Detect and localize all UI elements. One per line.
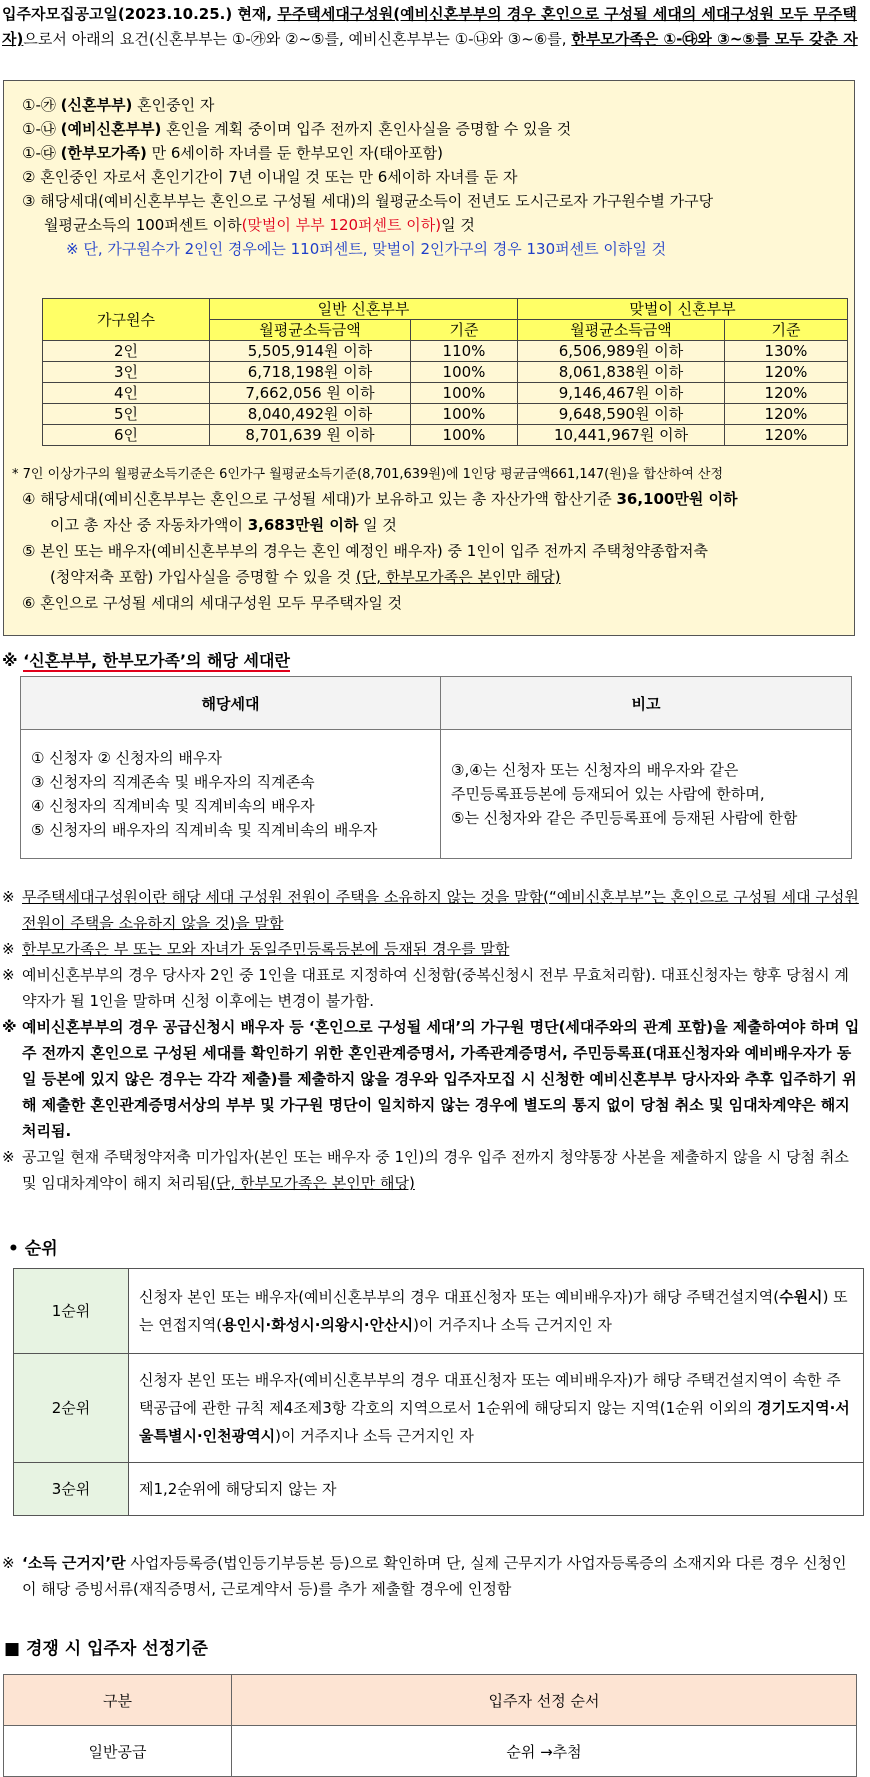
- rank-table: [13, 1268, 864, 1516]
- rank-1-label: 1순위: [14, 1269, 129, 1354]
- col-remarks: 비고: [441, 677, 852, 730]
- household-table: [20, 676, 852, 859]
- col-dual: 맞벌이 신혼부부: [518, 299, 848, 320]
- req-assets-1: ④ 해당세대(예비신혼부부는 혼인으로 구성될 세대)가 보유하고 있는 총 자산가액 합산기준 36,100만원 이하: [22, 490, 738, 508]
- rank-2-label: 2순위: [14, 1354, 129, 1463]
- table-row: 6인 8,701,639 원 이하 100% 10,441,967원 이하 120%: [43, 425, 848, 446]
- req-prospective: ①-㉯ (예비신혼부부) 혼인을 계획 중이며 입주 전까지 혼인사실을 증명할 수 있을 것: [22, 120, 572, 138]
- competition-title: ■ 경쟁 시 입주자 선정기준: [4, 1639, 208, 1659]
- req-income-1: ③ 해당세대(예비신혼부부는 혼인으로 구성될 세대)의 월평균소득이 전년도 도시근로자 가구원수별 가구당: [22, 192, 714, 210]
- intro-single-parent: 한부모가족은 ①-㉰와 ③~⑤를 모두 갖춘 자: [571, 30, 858, 48]
- note-homeless: ※ 무주택세대구성원이란 해당 세대 구성원 전원이 주택을 소유하지 않는 것을 말함(“예비신혼부부”는 혼인으로 구성될 세대 구성원 전원이 주택을 소유하지 않을 것)을 말함: [2, 888, 859, 932]
- col-dual-std: 기준: [725, 320, 848, 341]
- intro-date: 입주자모집공고일(2023.10.25.) 현재,: [2, 5, 278, 23]
- supply-type: 일반공급: [4, 1726, 232, 1777]
- col-general-std: 기준: [411, 320, 518, 341]
- household-section-title: ※ ‘신혼부부, 한부모가족’의 해당 세대란: [2, 651, 290, 670]
- eligibility-intro: [2, 2, 862, 52]
- col-general: 일반 신혼부부: [210, 299, 518, 320]
- intro-conditions: 으로서 아래의 요건(신혼부부는 ①-㉮와 ②~⑤를, 예비신혼부부는 ①-㉯와 ③~⑥를,: [23, 30, 572, 48]
- req-newlywed: ①-㉮ (신혼부부) 혼인중인 자: [22, 96, 215, 114]
- col-household: 해당세대: [21, 677, 441, 730]
- notes-list: [2, 884, 860, 1196]
- selection-order: 순위 →추첨: [232, 1726, 857, 1777]
- col-members: 가구원수: [43, 299, 210, 341]
- income-standard-table: [42, 298, 848, 446]
- rank-3-label: 3순위: [14, 1463, 129, 1516]
- table-row: [14, 1269, 864, 1354]
- table-row: [14, 1354, 864, 1463]
- competition-table: [3, 1674, 857, 1777]
- col-general-income: 월평균소득금액: [210, 320, 411, 341]
- rank-1-text: 신청자 본인 또는 배우자(예비신혼부부의 경우 대표신청자 또는 예비배우자)가 해당 주택건설지역(수원시) 또는 연접지역(용인시·화성시·의왕시·안산시)이 거주지나 소득 근거지인 자: [129, 1269, 864, 1354]
- household-items: ① 신청자 ② 신청자의 배우자 ③ 신청자의 직계존속 및 배우자의 직계존속 ④ 신청자의 직계비속 및 직계비속의 배우자 ⑤ 신청자의 배우자의 직계비속 및 직계비속의 배우자: [21, 730, 441, 859]
- note-savings: ※ 공고일 현재 주택청약저축 미가입자(본인 또는 배우자 중 1인)의 경우 입주 전까지 청약통장 사본을 제출하지 않을 시 당첨 취소 및 임대차계약이 해지 처리됨(단, 한부모가족은 본인만 해당): [2, 1148, 849, 1192]
- col-type: 구분: [4, 1675, 232, 1726]
- table-row: 3인 6,718,198원 이하 100% 8,061,838원 이하 120%: [43, 362, 848, 383]
- income-base-note: ※ ‘소득 근거지’란 사업자등록증(법인등기부등본 등)으로 확인하며 단, 실제 근무지가 사업자등록증의 소재지와 다른 경우 신청인이 해당 증빙서류(재직증명서, 근로계약서 등)를 추가 제출할 경우에 인정함: [2, 1554, 847, 1598]
- req-single-parent: ①-㉰ (한부모가족) 만 6세이하 자녀를 둔 한부모인 자(태아포함): [22, 144, 444, 162]
- req-marriage-period: ② 혼인중인 자로서 혼인기간이 7년 이내일 것 또는 만 6세이하 자녀를 둔 자: [22, 168, 518, 186]
- req-savings-1: ⑤ 본인 또는 배우자(예비신혼부부의 경우는 혼인 예정인 배우자) 중 1인이 입주 전까지 주택청약종합저축: [22, 542, 709, 560]
- col-order: 입주자 선정 순서: [232, 1675, 857, 1726]
- note-single-parent: ※ 한부모가족은 부 또는 모와 자녀가 동일주민등록등본에 등재된 경우를 말함: [2, 940, 510, 958]
- table-row: [4, 1726, 857, 1777]
- table-row: 2인 5,505,914원 이하 110% 6,506,989원 이하 130%: [43, 341, 848, 362]
- req-savings-2: (청약저축 포함) 가입사실을 증명할 수 있을 것 (단, 한부모가족은 본인만 해당): [50, 568, 561, 586]
- req-homeless-household: ⑥ 혼인으로 구성될 세대의 세대구성원 모두 무주택자일 것: [22, 594, 403, 612]
- seven-member-note: * 7인 이상가구의 월평균소득기준은 6인가구 월평균소득기준(8,701,639원)에 1인당 평균금액661,147(원)을 합산하여 산정: [12, 467, 724, 482]
- intro-homeless: 무주택세대구성원(예비신혼부부의 경우 혼인으로 구성될 세대의 세대구성원 모두 무주택자): [2, 5, 857, 48]
- note-documents: ※ 예비신혼부부의 경우 공급신청시 배우자 등 ‘혼인으로 구성될 세대’의 가구원 명단(세대주와의 관계 포함)을 제출하여야 하며 입주 전까지 혼인으로 구성된 세대를 확인하기 위한 혼인관계증명서, 가족관계증명서, 주민등록표(대표신청자와 예비배우자가 동일 등본에 있지 않은 경우는 각각 제출)를 제출하지 않을 경우와 입주자모집 시 신청한 예비신혼부부 당사자와 추후 입주하기 위해 제출한 혼인관계증명서상의 부부 및 가구원 명단이 일치하지 않는 경우에 별도의 통지 없이 당첨 취소 및 임대차계약은 해지 처리됨.: [2, 1018, 860, 1140]
- req-income-2: 월평균소득의 100퍼센트 이하(맞벌이 부부 120퍼센트 이하)일 것: [44, 216, 475, 234]
- req-assets-2: 이고 총 자산 중 자동차가액이 3,683만원 이하 일 것: [50, 516, 397, 534]
- table-row: [14, 1463, 864, 1516]
- requirements-box: [3, 80, 855, 636]
- rank-title: • 순위: [8, 1239, 58, 1259]
- rank-2-text: 신청자 본인 또는 배우자(예비신혼부부의 경우 대표신청자 또는 예비배우자)가 해당 주택건설지역이 속한 주택공급에 관한 규칙 제4조제3항 각호의 지역으로서 1순위에 해당되지 않는 지역(1순위 이외의 경기도지역·서울특별시·인천광역시)이 거주지나 소득 근거지인 자: [129, 1354, 864, 1463]
- rank-3-text: 제1,2순위에 해당되지 않는 자: [129, 1463, 864, 1516]
- household-remarks: ③,④는 신청자 또는 신청자의 배우자와 같은 주민등록표등본에 등재되어 있는 사람에 한하며, ⑤는 신청자와 같은 주민등록표에 등재된 사람에 한함: [441, 730, 852, 859]
- col-dual-income: 월평균소득금액: [518, 320, 725, 341]
- table-row: 4인 7,662,056 원 이하 100% 9,146,467원 이하 120%: [43, 383, 848, 404]
- req-income-exception: ※ 단, 가구원수가 2인인 경우에는 110퍼센트, 맞벌이 2인가구의 경우 130퍼센트 이하일 것: [66, 240, 667, 258]
- table-row: 5인 8,040,492원 이하 100% 9,648,590원 이하 120%: [43, 404, 848, 425]
- note-representative: ※ 예비신혼부부의 경우 당사자 2인 중 1인을 대표로 지정하여 신청함(중복신청시 전부 무효처리함). 대표신청자는 향후 당첨시 계약자가 될 1인을 말하며 신청 이후에는 변경이 불가함.: [2, 966, 849, 1010]
